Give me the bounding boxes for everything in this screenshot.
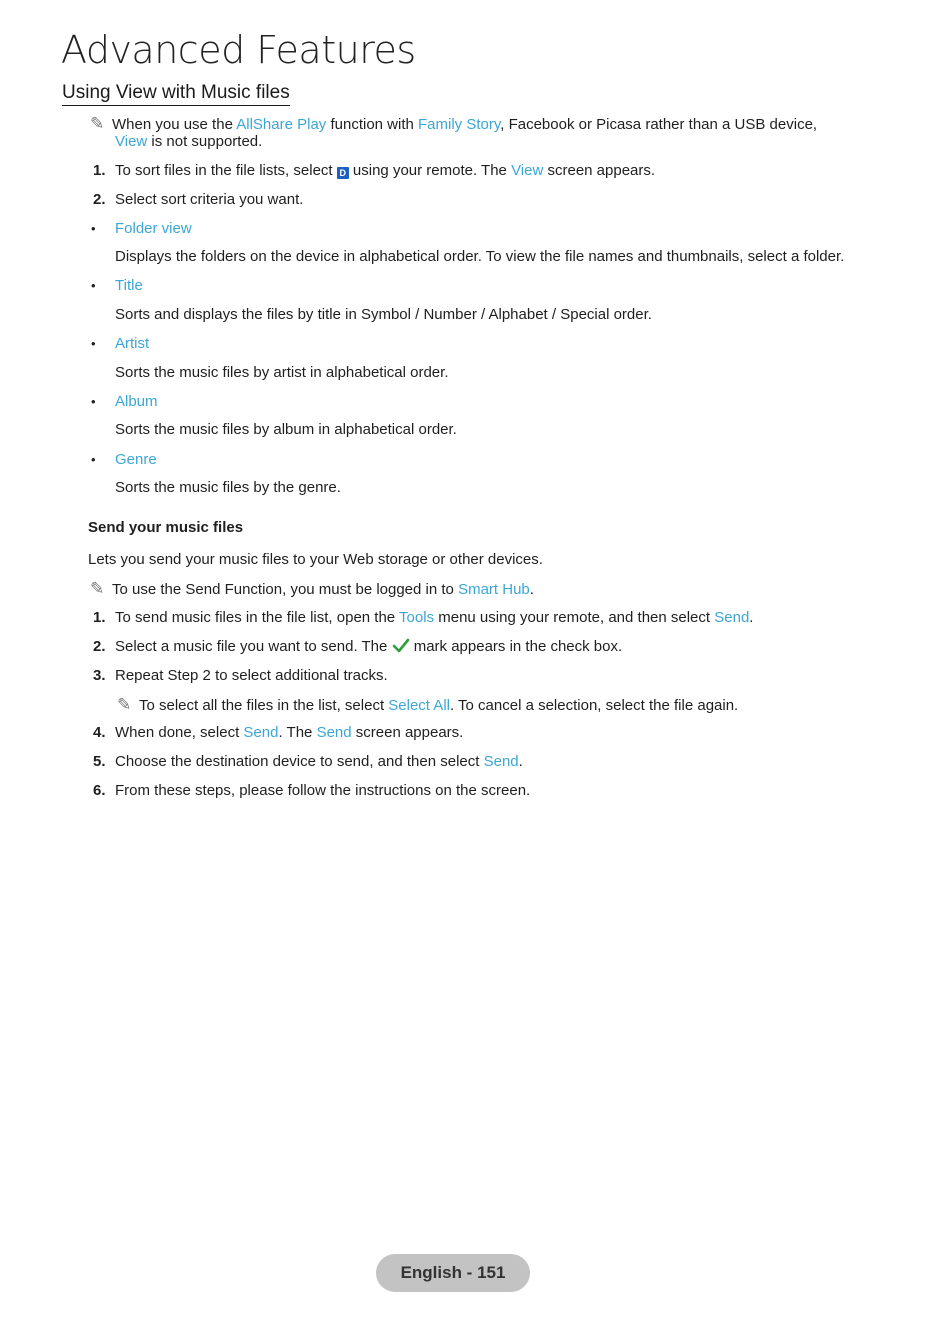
step-number: 1.: [93, 162, 106, 179]
page-title: Advanced Features: [61, 28, 416, 72]
send-section-heading: Send your music files: [88, 519, 244, 536]
step-number: 3.: [93, 667, 106, 684]
send-step-5: Choose the destination device to send, and then select Send.: [115, 753, 523, 770]
send-step-4: When done, select Send. The Send screen appears.: [115, 724, 464, 741]
send-term: Send: [316, 724, 352, 741]
intro-note-continued: View is not supported.: [115, 133, 263, 150]
bullet: •: [91, 452, 96, 467]
view-term: View: [511, 162, 544, 179]
send-term: Send: [243, 724, 279, 741]
tools-term: Tools: [399, 609, 435, 626]
pencil-note-icon: ✎: [90, 114, 105, 133]
step-number: 1.: [93, 609, 106, 626]
option-folder-view: Folder view: [115, 220, 192, 237]
send-term: Send: [483, 753, 519, 770]
option-album: Album: [115, 393, 158, 410]
family-story-link: Family Story: [418, 116, 501, 133]
step-1-text: To sort files in the file lists, select D using your remote. The View screen appears.: [115, 162, 656, 179]
allshare-play-link: AllShare Play: [236, 116, 327, 133]
intro-note: ✎ When you use the AllShare Play function with Family Story, Facebook or Picasa rather than a USB device,: [90, 114, 818, 133]
send-term: Send: [714, 609, 750, 626]
send-step-1: To send music files in the file list, open the Tools menu using your remote, and then select Send.: [115, 609, 754, 626]
bullet: •: [91, 336, 96, 351]
option-folder-view-desc: Displays the folders on the device in alphabetical order. To view the file names and thumbnails, select a folder.: [115, 248, 845, 265]
step-number: 5.: [93, 753, 106, 770]
send-section-intro: Lets you send your music files to your Web storage or other devices.: [88, 551, 543, 568]
step-number: 2.: [93, 638, 106, 655]
view-term: View: [115, 133, 148, 150]
step-number: 6.: [93, 782, 106, 799]
bullet: •: [91, 221, 96, 236]
bullet: •: [91, 394, 96, 409]
pencil-note-icon: ✎: [117, 695, 132, 714]
option-artist: Artist: [115, 335, 150, 352]
bullet: •: [91, 278, 96, 293]
checkmark-icon: [392, 638, 410, 659]
select-all-term: Select All: [388, 697, 450, 714]
select-all-note: ✎ To select all the files in the list, select Select All. To cancel a selection, select the file again.: [117, 695, 739, 714]
option-genre: Genre: [115, 451, 157, 468]
section-title: Using View with Music files: [62, 82, 290, 106]
d-button-icon: D: [337, 167, 349, 179]
smart-hub-term: Smart Hub: [458, 581, 530, 598]
pencil-note-icon: ✎: [90, 579, 105, 598]
step-number: 2.: [93, 191, 106, 208]
option-genre-desc: Sorts the music files by the genre.: [115, 479, 341, 496]
send-note: ✎ To use the Send Function, you must be logged in to Smart Hub.: [90, 579, 534, 598]
page-number-badge: English - 151: [376, 1254, 530, 1292]
option-artist-desc: Sorts the music files by artist in alphabetical order.: [115, 364, 449, 381]
option-album-desc: Sorts the music files by album in alphabetical order.: [115, 421, 457, 438]
send-step-6: From these steps, please follow the instructions on the screen.: [115, 782, 531, 799]
option-title: Title: [115, 277, 143, 294]
send-step-3: Repeat Step 2 to select additional tracks.: [115, 667, 388, 684]
step-2-text: Select sort criteria you want.: [115, 191, 304, 208]
step-number: 4.: [93, 724, 106, 741]
send-step-2: Select a music file you want to send. The mark appears in the check box.: [115, 638, 622, 659]
option-title-desc: Sorts and displays the files by title in Symbol / Number / Alphabet / Special order.: [115, 306, 652, 323]
